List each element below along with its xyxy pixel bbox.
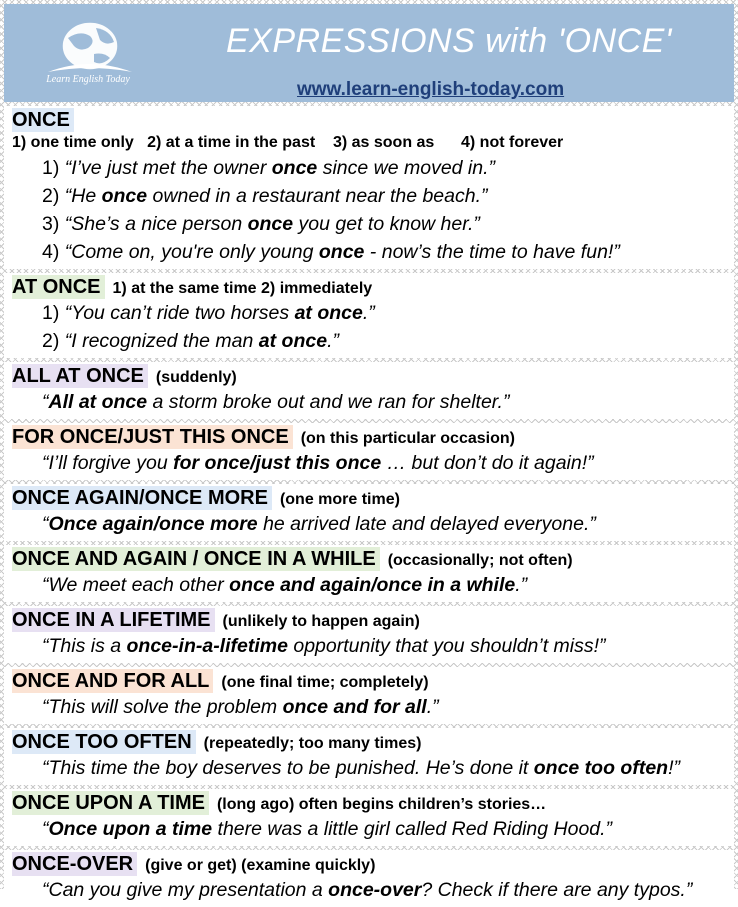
example-sentence [12,632,728,660]
section-heading [12,852,728,876]
example-text: “I recognized the man [64,330,259,352]
expression-meaning: (one final time; completely) [221,674,429,691]
example-text: - now’s the time to have fun!” [364,241,620,263]
example-text: “You can’t ride two horses [64,302,295,324]
expression-meaning: (give or get) (examine quickly) [145,857,376,874]
example-text: “She’s a nice person [64,213,248,235]
expression-section [4,850,734,907]
expression-term: ONCE [12,108,74,132]
example-number: 4) [42,241,60,263]
example-highlight: once and for all [282,696,427,718]
meanings-list: 1) one time only 2) at a time in the past 3) as soon as 4) not forever [12,134,564,151]
example-text: “This time the boy deserves to be punished. He’s done it [42,757,534,779]
example-text: .” [515,574,528,596]
expression-term: ONCE IN A LIFETIME [12,608,215,632]
example-sentence [12,815,728,843]
expression-term: ONCE AND FOR ALL [12,669,213,693]
example-highlight: once and again/once in a while [229,574,516,596]
expression-term: ONCE UPON A TIME [12,791,209,815]
expression-section [4,484,734,541]
example-text: ? Check if there are any typos.” [421,879,693,901]
example-sentence [12,299,728,327]
section-heading [12,608,728,632]
example-highlight: All at once [48,391,148,413]
section-heading [12,791,728,815]
example-sentence [12,510,728,538]
example-sentence [12,449,728,477]
section-heading [12,425,728,449]
example-text: owned in a restaurant near the beach.” [147,185,488,207]
website-link[interactable]: www.learn-english-today.com [297,79,565,100]
example-text: since we moved in.” [317,157,496,179]
expression-section [4,667,734,724]
example-text: “We meet each other [42,574,230,596]
example-text: !” [668,757,680,779]
section-heading [12,275,728,299]
example-number: 2) [42,185,60,207]
expression-term: AT ONCE [12,275,105,299]
example-text: “ [42,513,49,535]
section-heading [12,669,728,693]
expression-meaning: 1) at the same time 2) immediately [112,280,373,297]
example-highlight: once too often [533,757,669,779]
example-number: 2) [42,330,60,352]
logo-text: Learn English Today [46,74,130,85]
expression-term: ONCE TOO OFTEN [12,730,196,754]
example-sentence [12,327,728,355]
example-text: “He [64,185,102,207]
expression-meaning: (one more time) [279,491,400,508]
expression-meaning: (unlikely to happen again) [222,613,420,630]
example-number: 3) [42,213,60,235]
example-text: … but don’t do it again!” [381,452,594,474]
example-text: “Can you give my presentation a [42,879,329,901]
section-heading [12,486,728,510]
example-highlight: once [247,213,294,235]
example-text: opportunity that you shouldn’t miss!” [287,635,606,657]
section-heading [12,547,728,571]
example-text: “ [42,818,49,840]
example-sentence [12,238,728,266]
example-highlight: once [271,157,318,179]
example-sentence [12,182,728,210]
example-text: .” [362,302,375,324]
example-sentence [12,876,728,904]
expression-section [4,423,734,480]
expression-meaning: (occasionally; not often) [387,552,573,569]
example-text: “ [42,391,49,413]
expression-meaning: (repeatedly; too many times) [203,735,422,752]
example-text: a storm broke out and we ran for shelter.” [147,391,510,413]
section-heading [12,364,728,388]
expression-list [4,106,734,907]
expression-term: FOR ONCE/JUST THIS ONCE [12,425,293,449]
expression-section [4,273,734,358]
section-heading [12,108,728,132]
example-number: 1) [42,302,60,324]
expression-section [4,362,734,419]
example-highlight: at once [294,302,363,324]
example-text: .” [426,696,439,718]
example-text: “This will solve the problem [42,696,283,718]
example-text: there was a little girl called Red Riding Hood.” [212,818,613,840]
expression-term: ONCE-OVER [12,852,137,876]
expression-section [4,106,734,269]
example-highlight: once-over [328,879,422,901]
expression-term: ONCE AND AGAIN / ONCE IN A WHILE [12,547,380,571]
expression-section [4,789,734,846]
example-sentence [12,388,728,416]
example-text: “I’ll forgive you [42,452,174,474]
example-sentence [12,754,728,782]
example-text: “Come on, you're only young [64,241,319,263]
expression-term: ALL AT ONCE [12,364,148,388]
example-highlight: once [101,185,148,207]
header-banner [4,4,734,102]
example-highlight: once-in-a-lifetime [126,635,288,657]
example-sentence [12,571,728,599]
expression-term: ONCE AGAIN/ONCE MORE [12,486,272,510]
expression-section [4,606,734,663]
example-text: “I’ve just met the owner [64,157,272,179]
example-text: you get to know her.” [293,213,480,235]
expression-section [4,545,734,602]
example-text: .” [327,330,339,352]
example-highlight: Once again/once more [48,513,258,535]
example-highlight: once [318,241,365,263]
example-sentence [12,154,728,182]
example-sentence [12,210,728,238]
expression-meaning: (long ago) often begins children’s stories… [216,796,547,813]
expression-section [4,728,734,785]
expression-meaning: (on this particular occasion) [300,430,515,447]
example-highlight: at once [258,330,328,352]
section-heading [12,730,728,754]
example-highlight: Once upon a time [48,818,213,840]
example-sentence [12,693,728,721]
page-title: EXPRESSIONS with 'ONCE' [226,22,672,60]
example-highlight: for once/just this once [173,452,382,474]
example-text: “This is a [42,635,127,657]
example-number: 1) [42,157,60,179]
expression-meaning: (suddenly) [155,369,237,386]
example-text: he arrived late and delayed everyone.” [257,513,596,535]
